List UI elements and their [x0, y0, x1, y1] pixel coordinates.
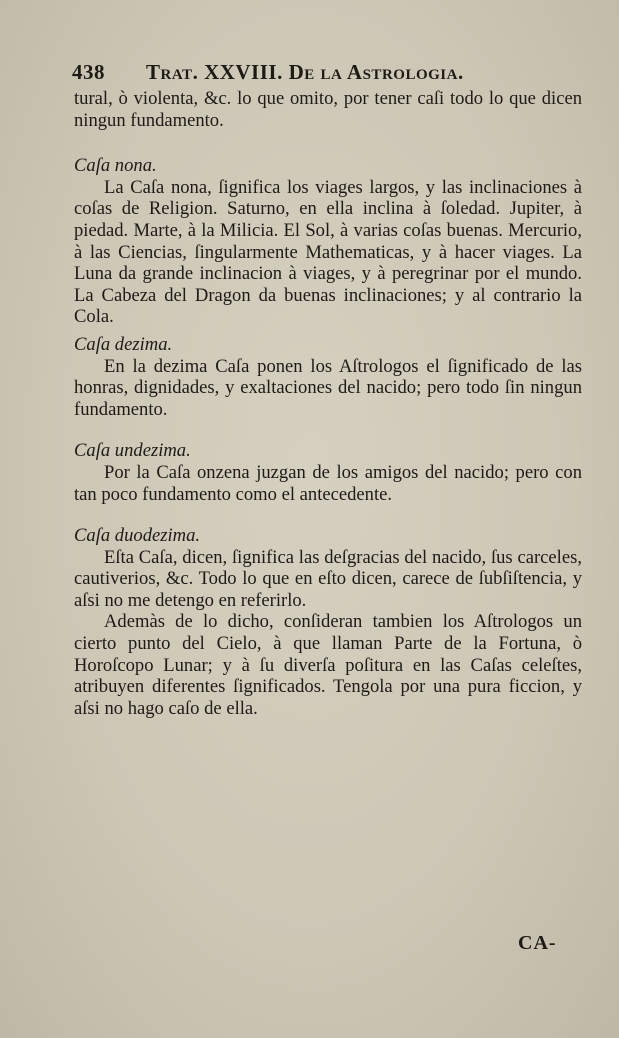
section-text-nona: La Caſa nona, ſignifica los viages largos, y las inclinaciones à coſas de Religion. Saturno, en ella inclina à ſoledad. Jupiter, à piedad. Marte, à la Milicia. El Sol, à varias coſas buenas. Mercurio, à las Ciencias, ſingularmente Mathematicas, y à hacer viages. La Luna da grande inclinacion à viages, y à peregrinar por el mundo. La Cabeza del Dragon da buenas inclinaciones; y al contrario la Cola. — [74, 176, 582, 328]
section-heading-dezima: Caſa dezima. — [74, 333, 173, 355]
section-heading-duodezima: Caſa duodezima. — [74, 525, 201, 547]
page-header — [72, 60, 572, 88]
section-text-duodezima: Eſta Caſa, dicen, ſignifica las deſgracias del nacido, ſus carceles, cautiverios, &c. Todo lo que en eſto dicen, carece de ſubſiſtencia, y aſsi no me detengo en referirlo. — [74, 546, 582, 611]
closing-paragraph: Ademàs de lo dicho, conſideran tambien los Aſtrologos un cierto punto del Cielo, à que llaman Parte de la Fortuna, ò Horoſcopo Lunar; y à ſu diverſa poſitura en las Caſas celeſtes, atribuyen diferentes ſignificados. Tengola por una pura ficcion, y aſsi no hago caſo de ella. — [74, 611, 582, 719]
catchword: CA- — [518, 932, 557, 954]
page-number: 438 — [72, 60, 105, 84]
section-text-undezima: Por la Caſa onzena juzgan de los amigos del nacido; pero con tan poco fundamento como el antecedente. — [74, 461, 582, 505]
section-text-dezima: En la dezima Caſa ponen los Aſtrologos el ſignificado de las honras, dignidades, y exaltaciones del nacido; pero todo ſin ningun fundamento. — [74, 355, 582, 420]
intro-paragraph: tural, ò violenta, &c. lo que omito, por tener caſi todo lo que dicen ningun fundamento. — [74, 88, 582, 131]
page-body — [74, 88, 582, 719]
section-heading-nona: Caſa nona. — [74, 155, 157, 177]
running-head: Trat. XXVIII. De la Astrologia. — [146, 60, 464, 84]
section-heading-undezima: Caſa undezima. — [74, 440, 191, 462]
